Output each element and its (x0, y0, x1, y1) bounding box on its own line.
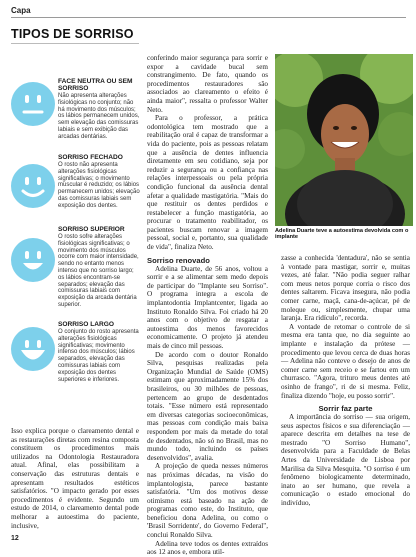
closed-smile-face-icon (11, 164, 55, 208)
header-rule (11, 17, 406, 18)
paragraph: conferindo maior segurança para sorrir e expor a cavidade bucal sem constrangimento. De fato, quando os procedimentos restauradores são associados ao clareamento o efeito é ainda maior", ressalta o professor Walter Neto. (147, 54, 268, 114)
title-rule (11, 43, 139, 44)
subheading: Sorriso renovado (147, 255, 210, 265)
column-1-text (11, 427, 139, 530)
paragraph: Isso explica porque o clareamento dental e as restaurações diretas com resina composta constituem os procedimentos mais utilizados na Odontologia Restauradora atual. Afinal, elas possibilitam a conservação das estruturas dentais e apresentam resultados estéticos satisfatórios. "O impacto gerado por esses procedimentos é evidente. Segundo um estudo de 2014, o clareamento dental pode melhorar a autoestima do paciente, inclusive, (11, 427, 139, 530)
portrait-photo (275, 54, 413, 226)
face-wide-block (58, 321, 140, 383)
paragraph: A importância do sorriso — sua origem, seus aspectos físicos e sua diferenciação — aparece descrita em detalhes na tese de mestrado "O Sorriso Humano", desenvolvida para a Faculdade de Belas Artes da Universidade de Lisboa por Marilisa da Silva Mesquita. "O sorriso é um fenômeno biologicamente determinado, inato ao ser humano, que revela a comunicação o estado emocional do indivíduo, (281, 413, 410, 508)
face-heading: SORRISO LARGO (58, 321, 115, 328)
face-description: O conjunto do rosto apresenta alterações fisiológicas significativas; movimento intenso dos músculos; lábios separados, elevação das comissuras labiais com exposição dos dentes superiores e inferiores. (58, 329, 139, 383)
page-number: 12 (11, 535, 19, 542)
paragraph: Para o professor, a prática odontológica tem mostrado que a reabilitação oral é capaz de transformar a vida do paciente, pois as pessoas relatam que a ausência de dentes influencia diretamente em seu cotidiano, seja por reduzir a segurança ou a confiança nas relações interpessoais ou pela própria condição funcional da ausência dental afetar a qualidade mastigatória. "Mais do que restituir os dentes perdidos e restabelecer a função mastigatória, ao procurar o tratamento reabilitador, os pacientes buscam renovar a imagem pessoal, social e, portanto, sua qualidade de vida", finaliza Neto. (147, 114, 268, 252)
upper-smile-face-icon (11, 238, 55, 282)
face-heading: FACE NEUTRA OU SEM SORRISO (58, 78, 133, 92)
photo-caption: Adelina Duarte teve a autoestima devolvida com o implante (275, 228, 409, 241)
paragraph: Adelina teve todos os dentes extraídos aos 12 anos e, embora util- (147, 539, 268, 557)
paragraph: A projeção de queda nesses números nas próximas décadas, na visão do implantologista, parece bastante satisfatória. "Um dos motivos desse otimismo está baseado na ação de programas como este, do Instituto, que beneficiou dona Adelina, ou como o 'Brasil Sorridente', do Governo Federal", conclui Ronaldo Silva. (147, 462, 268, 540)
neutral-face-icon (11, 82, 55, 126)
face-heading: SORRISO FECHADO (58, 154, 123, 161)
face-description: Não apresenta alterações fisiológicas no conjunto; não há movimento dos músculos; os lábios permanecem unidos, sem elevação das comissuras labiais e sem exibição das arcadas dentárias. (58, 93, 140, 140)
face-neutral-block (58, 78, 140, 141)
column-2-text (147, 54, 268, 557)
face-upper-block (58, 226, 140, 309)
face-heading: SORRISO SUPERIOR (58, 226, 125, 233)
face-description: O rosto sofre alterações fisiológicas significativas; o movimento dos músculos ocorre com maior intensidade, sendo no entanto menos intenso que no sorriso largo; os lábios encontram-se separados; elevação das comissuras labiais com exposição da arcada dentária superior. (58, 234, 139, 308)
column-3-text (281, 254, 410, 508)
wide-smile-face-icon (11, 327, 55, 371)
section-label: Capa (11, 6, 31, 15)
paragraph: De acordo com o doutor Ronaldo Silva, pesquisas realizadas pela Organização Mundial de Saúde (OMS) estimam que aproximadamente 15% dos brasileiros, ou 30 milhões de pessoas, pertencem ao grupo de desdentados totais. "Esse número está representado em diversas categorias socioeconômicas, mas pessoas com condição mais baixa respondem por mais da metade do total de desdentados, não só no Brasil, mas no mundo todo, incluindo os países desenvolvidos", avalia. (147, 350, 268, 462)
face-closed-block (58, 154, 140, 210)
subheading: Sorrir faz parte (318, 404, 373, 414)
paragraph: Adelina Duarte, de 56 anos, voltou a sorrir e a se alimentar sem medo depois de participar do "Implante seu Sorriso". O programa integra a escola de implantodontia Implantcenter, ligada ao Instituto Ronaldo Silva. Foi criado há 20 anos com o objetivo de resgatar a autoestima dos menos favorecidos economicamente. O projeto já atendeu mais de cinco mil pessoas. (147, 264, 268, 350)
paragraph: A vontade de retomar o controle de si mesma era tanta que, no dia seguinte ao implante e instalação da prótese — procedimento que levou cerca de duas horas — Adelina não conteve o desejo de anos de comer carne sem receio e se fartou em um churrasco. "Agora, trituro meus dentes até osinho de frango", ri de si mesma. Feliz, finaliza dizendo "hoje, eu posso sorrir". (281, 322, 410, 400)
face-description: O rosto não apresenta alterações fisiológicas significativas; o movimento muscular é reduzido; os lábios permanecem unidos; elevação das comissuras labiais sem exposição dos dentes. (58, 162, 140, 209)
sidebar-title: TIPOS DE SORRISO (11, 27, 134, 41)
paragraph: zasse a conhecida 'dentadura', não se sentia à vontade para mastigar, sorrir e, muitas vezes, até falar. "Não podia seguer ralhar com meus netos porque corria o risco dos dentes saltarem. Ficava insegura, não podia comer carne, maçã, cana-de-açúcar, pé de moleque ou, simplesmente, chupar uma laranja. Era ridículo", recorda. (281, 254, 410, 323)
